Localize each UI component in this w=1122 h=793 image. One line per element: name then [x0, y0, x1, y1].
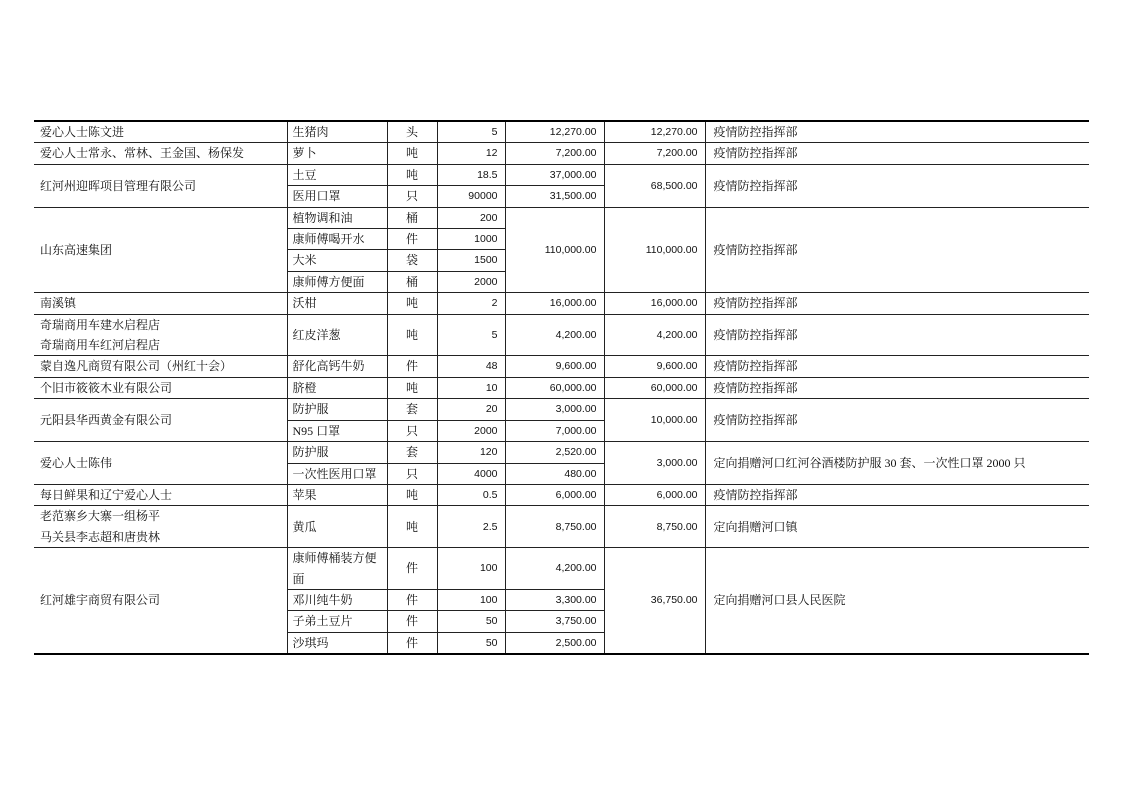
table-row [34, 399, 1089, 420]
purpose-cell: 疫情防控指挥部 [705, 356, 1089, 377]
unit-cell: 头 [387, 121, 437, 143]
value-cell: 3,000.00 [505, 399, 604, 420]
table-row [34, 121, 1089, 143]
item-name-cell: 康师傅喝开水 [287, 229, 387, 250]
item-name-cell: 萝卜 [287, 143, 387, 164]
item-name-cell: 大米 [287, 250, 387, 271]
value-cell: 2,520.00 [505, 442, 604, 463]
quantity-cell: 1500 [437, 250, 505, 271]
donor-name: 南溪镇 [40, 296, 77, 311]
value-cell: 8,750.00 [505, 506, 604, 548]
total-cell: 16,000.00 [604, 293, 705, 314]
item-name-cell: 土豆 [287, 164, 387, 185]
unit-cell: 只 [387, 463, 437, 484]
donor-name: 山东高速集团 [40, 242, 113, 257]
item-name-cell: 子弟土豆片 [287, 611, 387, 632]
unit-cell: 吨 [387, 314, 437, 356]
unit-cell: 套 [387, 442, 437, 463]
purpose-cell: 疫情防控指挥部 [705, 377, 1089, 398]
quantity-cell: 50 [437, 611, 505, 632]
quantity-cell: 2.5 [437, 506, 505, 548]
table-row [34, 377, 1089, 398]
value-cell: 6,000.00 [505, 484, 604, 505]
total-cell: 9,600.00 [604, 356, 705, 377]
item-name-cell: N95 口罩 [287, 420, 387, 441]
total-cell: 3,000.00 [604, 442, 705, 485]
donor-cell [34, 164, 287, 207]
donor-name: 每日鲜果和辽宁爱心人士 [40, 487, 173, 502]
unit-cell: 套 [387, 399, 437, 420]
item-name-cell: 康师傅桶装方便面 [287, 548, 387, 590]
value-cell: 7,200.00 [505, 143, 604, 164]
donor-cell [34, 314, 287, 356]
donor-cell [34, 442, 287, 485]
value-cell: 2,500.00 [505, 632, 604, 654]
purpose-cell: 疫情防控指挥部 [705, 314, 1089, 356]
donor-name: 个旧市筱筱木业有限公司 [40, 380, 173, 395]
unit-cell: 吨 [387, 484, 437, 505]
quantity-cell: 10 [437, 377, 505, 398]
unit-cell: 桶 [387, 271, 437, 292]
unit-cell: 件 [387, 356, 437, 377]
donor-cell [34, 207, 287, 293]
quantity-cell: 48 [437, 356, 505, 377]
value-cell: 4,200.00 [505, 314, 604, 356]
donor-name: 元阳县华西黄金有限公司 [40, 412, 173, 427]
quantity-cell: 2000 [437, 420, 505, 441]
item-name-cell: 植物调和油 [287, 207, 387, 228]
table-row [34, 314, 1089, 356]
value-cell: 3,750.00 [505, 611, 604, 632]
total-cell: 7,200.00 [604, 143, 705, 164]
unit-cell: 件 [387, 229, 437, 250]
donor-cell [34, 399, 287, 442]
unit-cell: 吨 [387, 293, 437, 314]
unit-cell: 件 [387, 632, 437, 654]
quantity-cell: 1000 [437, 229, 505, 250]
donor-cell [34, 548, 287, 655]
quantity-cell: 100 [437, 589, 505, 610]
donor-cell [34, 143, 287, 164]
quantity-cell: 12 [437, 143, 505, 164]
table-row [34, 356, 1089, 377]
purpose-cell: 疫情防控指挥部 [705, 207, 1089, 293]
quantity-cell: 4000 [437, 463, 505, 484]
total-cell: 10,000.00 [604, 399, 705, 442]
item-name-cell: 沙琪玛 [287, 632, 387, 654]
item-name-cell: 一次性医用口罩 [287, 463, 387, 484]
donor-cell [34, 377, 287, 398]
table-row [34, 506, 1089, 548]
purpose-cell: 定向捐赠河口红河谷酒楼防护服 30 套、一次性口罩 2000 只 [705, 442, 1089, 485]
table-row [34, 164, 1089, 185]
purpose-cell: 疫情防控指挥部 [705, 293, 1089, 314]
unit-cell: 吨 [387, 143, 437, 164]
item-name-cell: 防护服 [287, 442, 387, 463]
unit-cell: 件 [387, 611, 437, 632]
donor-name: 红河州迎晖项目管理有限公司 [40, 178, 197, 193]
quantity-cell: 90000 [437, 186, 505, 207]
unit-cell: 件 [387, 548, 437, 590]
unit-cell: 只 [387, 420, 437, 441]
item-name-cell: 康师傅方便面 [287, 271, 387, 292]
donor-name: 马关县李志超和唐贵林 [40, 529, 161, 544]
donor-name: 爱心人士陈文进 [40, 125, 125, 139]
purpose-cell: 定向捐赠河口县人民医院 [705, 548, 1089, 655]
donor-name: 红河雄宇商贸有限公司 [40, 593, 161, 608]
table-row [34, 442, 1089, 463]
donor-name: 老范寨乡大寨一组杨平 [40, 509, 161, 524]
donation-table [34, 120, 1089, 655]
donor-cell [34, 293, 287, 314]
donor-name: 蒙自逸凡商贸有限公司（州红十会） [40, 359, 233, 374]
quantity-cell: 50 [437, 632, 505, 654]
purpose-cell: 疫情防控指挥部 [705, 143, 1089, 164]
value-cell: 37,000.00 [505, 164, 604, 185]
quantity-cell: 5 [437, 314, 505, 356]
table-row [34, 293, 1089, 314]
value-cell: 60,000.00 [505, 377, 604, 398]
item-name-cell: 生猪肉 [287, 121, 387, 143]
unit-cell: 吨 [387, 377, 437, 398]
donor-cell [34, 506, 287, 548]
quantity-cell: 5 [437, 121, 505, 143]
donor-cell [34, 121, 287, 143]
value-cell: 4,200.00 [505, 548, 604, 590]
total-cell: 8,750.00 [604, 506, 705, 548]
purpose-cell: 定向捐赠河口镇 [705, 506, 1089, 548]
value-cell: 480.00 [505, 463, 604, 484]
value-cell: 7,000.00 [505, 420, 604, 441]
donation-table-body [34, 121, 1089, 654]
quantity-cell: 120 [437, 442, 505, 463]
item-name-cell: 红皮洋葱 [287, 314, 387, 356]
donor-name: 爱心人士常永、常林、王金国、杨保发 [40, 146, 245, 161]
table-row [34, 548, 1089, 590]
quantity-cell: 100 [437, 548, 505, 590]
quantity-cell: 200 [437, 207, 505, 228]
unit-cell: 吨 [387, 506, 437, 548]
item-name-cell: 苹果 [287, 484, 387, 505]
donor-name: 爱心人士陈伟 [40, 455, 113, 470]
unit-cell: 件 [387, 589, 437, 610]
item-name-cell: 医用口罩 [287, 186, 387, 207]
unit-cell: 只 [387, 186, 437, 207]
table-row [34, 484, 1089, 505]
item-name-cell: 邓川纯牛奶 [287, 589, 387, 610]
donor-name: 奇瑞商用车红河启程店 [40, 338, 161, 353]
value-cell: 3,300.00 [505, 589, 604, 610]
total-cell: 6,000.00 [604, 484, 705, 505]
quantity-cell: 20 [437, 399, 505, 420]
purpose-cell: 疫情防控指挥部 [705, 399, 1089, 442]
total-cell: 110,000.00 [604, 207, 705, 293]
item-name-cell: 沃柑 [287, 293, 387, 314]
total-cell: 36,750.00 [604, 548, 705, 655]
value-cell: 31,500.00 [505, 186, 604, 207]
purpose-cell: 疫情防控指挥部 [705, 164, 1089, 207]
donor-cell [34, 356, 287, 377]
total-cell: 4,200.00 [604, 314, 705, 356]
value-cell: 110,000.00 [505, 207, 604, 293]
table-row [34, 143, 1089, 164]
unit-cell: 桶 [387, 207, 437, 228]
quantity-cell: 2000 [437, 271, 505, 292]
item-name-cell: 防护服 [287, 399, 387, 420]
donor-name: 奇瑞商用车建水启程店 [40, 317, 161, 332]
quantity-cell: 2 [437, 293, 505, 314]
value-cell: 16,000.00 [505, 293, 604, 314]
donor-cell [34, 484, 287, 505]
purpose-cell: 疫情防控指挥部 [705, 484, 1089, 505]
unit-cell: 吨 [387, 164, 437, 185]
unit-cell: 袋 [387, 250, 437, 271]
value-cell: 9,600.00 [505, 356, 604, 377]
item-name-cell: 黄瓜 [287, 506, 387, 548]
quantity-cell: 0.5 [437, 484, 505, 505]
total-cell: 12,270.00 [604, 121, 705, 143]
purpose-cell: 疫情防控指挥部 [705, 121, 1089, 143]
item-name-cell: 脐橙 [287, 377, 387, 398]
total-cell: 68,500.00 [604, 164, 705, 207]
total-cell: 60,000.00 [604, 377, 705, 398]
value-cell: 12,270.00 [505, 121, 604, 143]
table-row [34, 207, 1089, 228]
quantity-cell: 18.5 [437, 164, 505, 185]
item-name-cell: 舒化高钙牛奶 [287, 356, 387, 377]
